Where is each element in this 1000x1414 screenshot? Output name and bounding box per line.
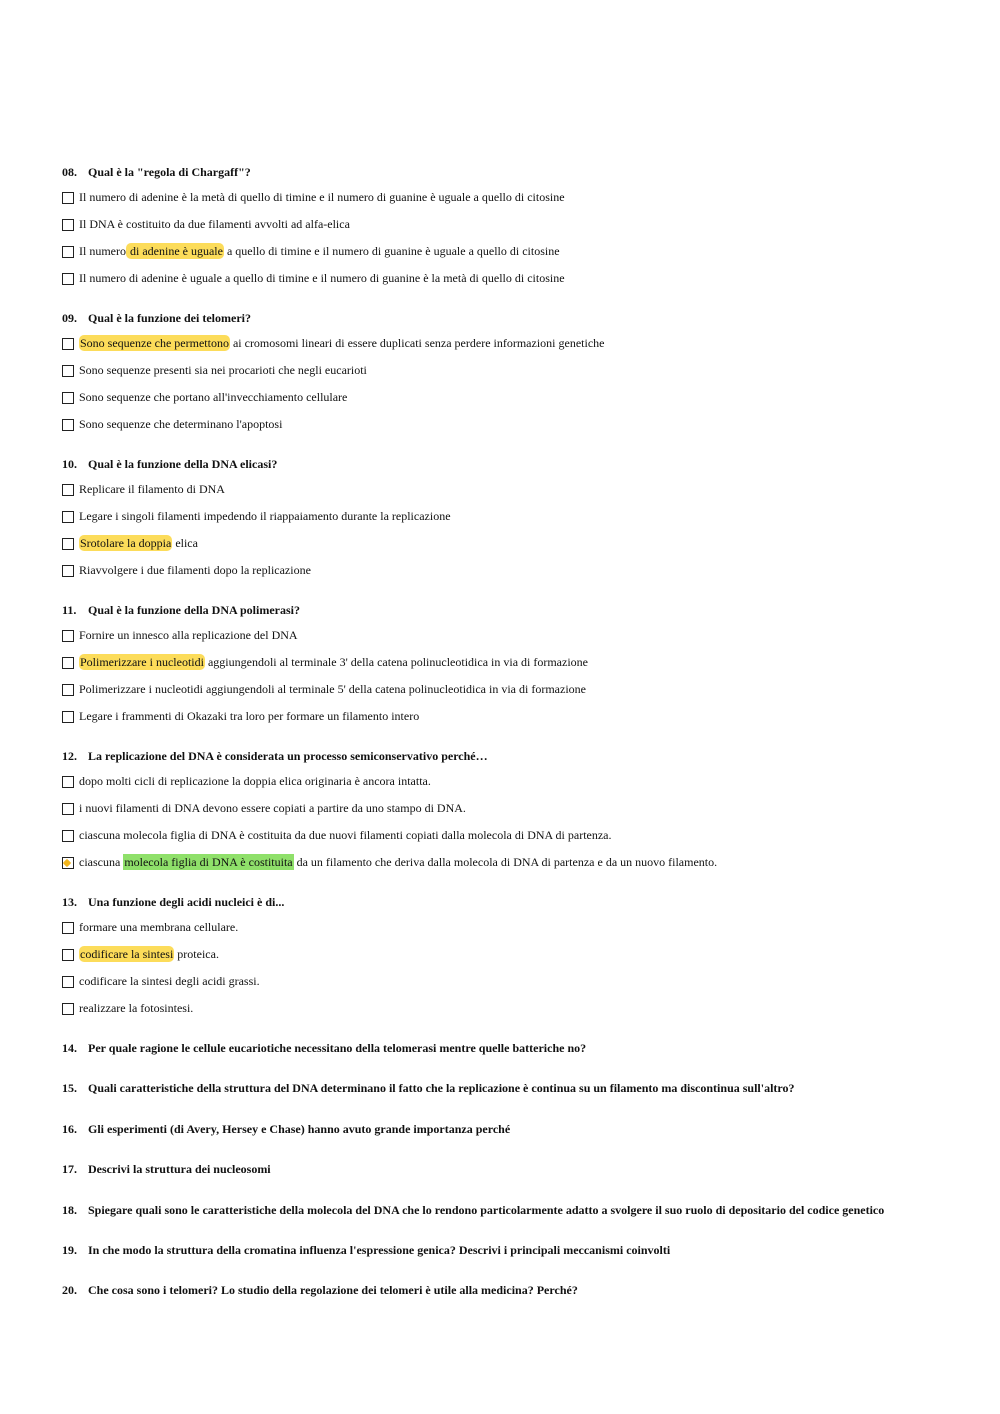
answer-label [79, 363, 367, 378]
question-text: Qual è la funzione della DNA elicasi? [88, 457, 278, 471]
answer-text: Legare i singoli filamenti impedendo il riappaiamento durante la replicazione [79, 509, 451, 523]
checkbox[interactable] [62, 949, 74, 961]
open-question-19 [62, 1238, 962, 1278]
question-number: 20. [62, 1283, 77, 1298]
question-10 [62, 452, 962, 584]
answer-text: proteica. [174, 947, 219, 961]
answer-label [79, 190, 565, 205]
question-number: 17. [62, 1162, 77, 1177]
question-title [62, 890, 962, 914]
answer-option [62, 795, 962, 822]
answer-option [62, 622, 962, 649]
question-text: In che modo la struttura della cromatina influenza l'espressione genica? Descrivi i principali meccanismi coinvolti [88, 1242, 671, 1257]
answer-text: codificare la sintesi degli acidi grassi. [79, 974, 260, 988]
checkbox[interactable] [62, 419, 74, 431]
answer-option [62, 238, 962, 265]
checkbox[interactable] [62, 803, 74, 815]
answer-label [79, 655, 588, 670]
checkbox[interactable] [62, 365, 74, 377]
question-number: 12. [62, 749, 77, 763]
answer-text: da un filamento che deriva dalla molecola di DNA di partenza e da un nuovo filamento. [293, 855, 718, 869]
checkbox[interactable] [62, 338, 74, 350]
question-text: Quali caratteristiche della struttura del DNA determinano il fatto che la replicazione è continua su un filamento ma discontinua sull'altro? [88, 1081, 795, 1096]
answer-option [62, 411, 962, 438]
answer-option [62, 330, 962, 357]
question-number: 15. [62, 1081, 77, 1096]
open-question-17 [62, 1157, 962, 1197]
question-number: 16. [62, 1121, 77, 1136]
question-title [62, 598, 962, 622]
checkbox[interactable] [62, 922, 74, 934]
answer-label [79, 947, 219, 962]
answer-text: Il numero di adenine è uguale a quello di timine e il numero di guanine è la metà di quello di citosine [79, 271, 565, 285]
answer-option [62, 822, 962, 849]
question-title [62, 452, 962, 476]
answer-label [79, 509, 451, 524]
question-number: 08. [62, 165, 77, 179]
multiple-choice-section [62, 160, 962, 1022]
answer-option [62, 768, 962, 795]
answer-option [62, 184, 962, 211]
checkbox[interactable] [62, 192, 74, 204]
checkbox[interactable] [62, 684, 74, 696]
open-question-15 [62, 1076, 962, 1116]
answer-label [79, 1001, 193, 1016]
checkbox[interactable] [62, 219, 74, 231]
question-text: Descrivi la struttura dei nucleosomi [88, 1162, 271, 1177]
answer-option [62, 211, 962, 238]
answer-text: Riavvolgere i due filamenti dopo la replicazione [79, 563, 311, 577]
checkbox[interactable] [62, 392, 74, 404]
question-title [62, 160, 962, 184]
answer-option [62, 703, 962, 730]
answer-option [62, 384, 962, 411]
answer-label [79, 217, 350, 232]
checkbox[interactable] [62, 484, 74, 496]
answer-text: Replicare il filamento di DNA [79, 482, 225, 496]
open-question-20 [62, 1278, 962, 1318]
answer-label [79, 417, 282, 432]
checkbox[interactable] [62, 657, 74, 669]
answer-label [79, 682, 586, 697]
answer-option [62, 968, 962, 995]
answer-option [62, 357, 962, 384]
answer-text: ciascuna [79, 855, 124, 869]
answer-text: ciascuna molecola figlia di DNA è costituita da due nuovi filamenti copiati dalla molecola di DNA di partenza. [79, 828, 612, 842]
question-text: Che cosa sono i telomeri? Lo studio della regolazione dei telomeri è utile alla medicina? Perché? [88, 1283, 578, 1298]
highlighted-text: Sono sequenze che permettono [80, 336, 229, 350]
checked-checkbox[interactable] [62, 857, 74, 869]
answer-label [79, 536, 198, 551]
checkbox[interactable] [62, 565, 74, 577]
answer-option [62, 914, 962, 941]
answer-option [62, 995, 962, 1022]
answer-text: Sono sequenze presenti sia nei procarioti che negli eucarioti [79, 363, 367, 377]
open-questions-section [62, 1036, 962, 1319]
question-13 [62, 890, 962, 1022]
question-title [62, 306, 962, 330]
question-text: Spiegare quali sono le caratteristiche della molecola del DNA che lo rendono particolarmente adatto a svolgere il suo ruolo di depositario del codice genetico [88, 1202, 885, 1217]
answer-text: i nuovi filamenti di DNA devono essere copiati a partire da uno stampo di DNA. [79, 801, 466, 815]
answer-option [62, 849, 962, 876]
answer-text: Legare i frammenti di Okazaki tra loro per formare un filamento intero [79, 709, 420, 723]
open-question-16 [62, 1117, 962, 1157]
answer-text: aggiungendoli al terminale 3' della catena polinucleotidica in via di formazione [204, 655, 588, 669]
question-number: 09. [62, 311, 77, 325]
question-text: Qual è la funzione della DNA polimerasi? [88, 603, 301, 617]
open-question-14 [62, 1036, 962, 1076]
answer-label [79, 801, 466, 816]
question-number: 13. [62, 895, 77, 909]
answer-text: Polimerizzare i nucleotidi aggiungendoli al terminale 5' della catena polinucleotidica in via di formazione [79, 682, 586, 696]
checkbox[interactable] [62, 246, 74, 258]
question-12 [62, 744, 962, 876]
question-text: Gli esperimenti (di Avery, Hersey e Chase) hanno avuto grande importanza perché [88, 1121, 511, 1136]
question-08 [62, 160, 962, 292]
checkbox[interactable] [62, 1003, 74, 1015]
question-text: Qual è la funzione dei telomeri? [88, 311, 251, 325]
answer-text: Sono sequenze che determinano l'apoptosi [79, 417, 283, 431]
checkbox[interactable] [62, 976, 74, 988]
checkbox[interactable] [62, 538, 74, 550]
answer-option [62, 476, 962, 503]
answer-label [79, 482, 225, 497]
question-text: Qual è la "regola di Chargaff"? [88, 165, 251, 179]
question-text: Una funzione degli acidi nucleici è di... [88, 895, 285, 909]
answer-label [79, 244, 560, 259]
checkbox[interactable] [62, 830, 74, 842]
answer-text: realizzare la fotosintesi. [79, 1001, 194, 1015]
answer-text: dopo molti cicli di replicazione la doppia elica originaria è ancora intatta. [79, 774, 431, 788]
answer-option [62, 557, 962, 584]
answer-text: Il numero di adenine è la metà di quello di timine e il numero di guanine è uguale a quello di citosine [79, 190, 565, 204]
answer-label [79, 855, 717, 870]
answer-option [62, 503, 962, 530]
question-text: La replicazione del DNA è considerata un processo semiconservativo perché… [88, 749, 488, 763]
answer-label [79, 828, 612, 843]
answer-text: a quello di timine e il numero di guanine è uguale a quello di citosine [223, 244, 560, 258]
answer-text: Il DNA è costituito da due filamenti avvolti ad alfa-elica [79, 217, 350, 231]
answer-label [79, 774, 431, 789]
answer-text: formare una membrana cellulare. [79, 920, 239, 934]
answer-label [79, 271, 565, 286]
question-title [62, 744, 962, 768]
highlighted-text: Srotolare la doppia [80, 536, 172, 550]
checkbox[interactable] [62, 273, 74, 285]
answer-option [62, 941, 962, 968]
question-text: Per quale ragione le cellule eucariotiche necessitano della telomerasi mentre quelle batteriche no? [88, 1041, 587, 1055]
answer-label [79, 336, 604, 351]
question-09 [62, 306, 962, 438]
answer-label [79, 709, 419, 724]
checkbox[interactable] [62, 630, 74, 642]
checkbox[interactable] [62, 511, 74, 523]
answer-label [79, 920, 238, 935]
question-number: 19. [62, 1242, 77, 1257]
answer-text: elica [172, 536, 198, 550]
question-number: 11. [62, 603, 77, 617]
answer-label [79, 974, 260, 989]
answer-text: ai cromosomi lineari di essere duplicati senza perdere informazioni genetiche [229, 336, 605, 350]
answer-text: Il numero [79, 244, 126, 258]
question-number: 18. [62, 1202, 77, 1217]
answer-option [62, 649, 962, 676]
question-number: 10. [62, 457, 77, 471]
checkbox[interactable] [62, 776, 74, 788]
document-body [62, 160, 962, 1319]
open-question-18 [62, 1198, 962, 1238]
highlighted-text: codificare la sintesi [80, 947, 174, 961]
highlighted-text-green: molecola figlia di DNA è costituita [124, 855, 293, 869]
highlighted-text: di adenine è uguale [127, 244, 223, 258]
answer-option [62, 265, 962, 292]
question-number: 14. [62, 1041, 77, 1055]
answer-text: Sono sequenze che portano all'invecchiamento cellulare [79, 390, 348, 404]
answer-option [62, 530, 962, 557]
question-11 [62, 598, 962, 730]
highlighted-text: Polimerizzare i nucleotidi [80, 655, 204, 669]
answer-text: Fornire un innesco alla replicazione del DNA [79, 628, 298, 642]
checkbox[interactable] [62, 711, 74, 723]
answer-option [62, 676, 962, 703]
answer-label [79, 563, 311, 578]
answer-label [79, 628, 298, 643]
answer-label [79, 390, 347, 405]
